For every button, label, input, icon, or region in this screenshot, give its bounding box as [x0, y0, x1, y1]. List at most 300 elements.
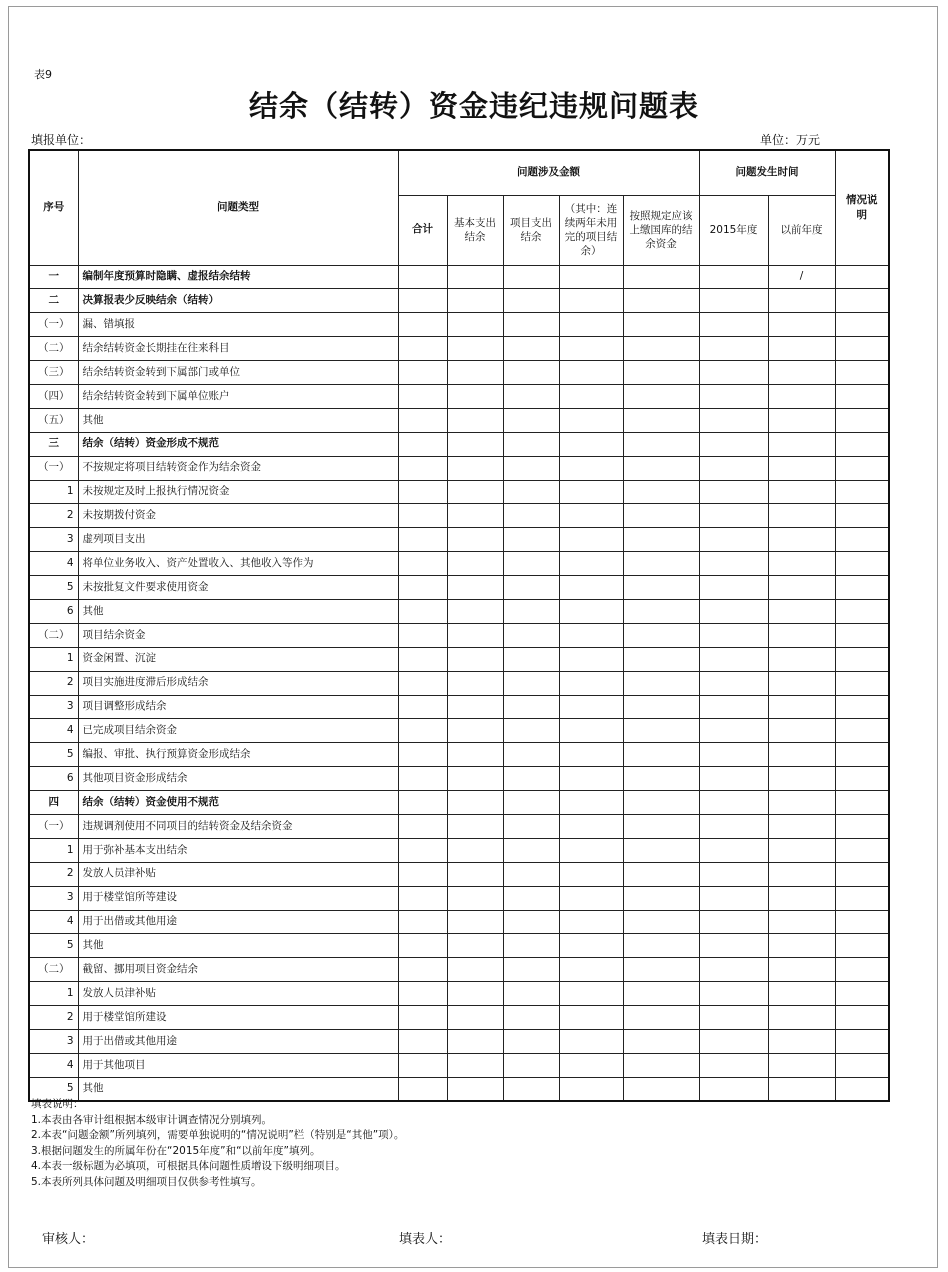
row-cell: [559, 958, 623, 982]
table-row: [29, 982, 889, 1006]
row-cell: [699, 838, 768, 862]
notes-heading: 填表说明：: [31, 1098, 84, 1110]
row-cell: [623, 552, 699, 576]
row-seq: （二）: [29, 958, 78, 982]
row-cell: [699, 671, 768, 695]
row-seq: （四）: [29, 384, 78, 408]
row-seq: （二）: [29, 337, 78, 361]
row-cell: [623, 432, 699, 456]
row-cell: [623, 934, 699, 958]
row-cell: [503, 647, 559, 671]
row-problem-type: 用于楼堂馆所建设: [78, 1006, 398, 1030]
row-cell: [398, 1053, 447, 1077]
row-cell: [699, 265, 768, 289]
row-cell: [835, 671, 889, 695]
row-cell: [835, 599, 889, 623]
row-cell: [623, 647, 699, 671]
row-cell: [503, 361, 559, 385]
row-problem-type: 结余（结转）资金形成不规范: [78, 432, 398, 456]
row-cell: [398, 1030, 447, 1054]
row-seq: 4: [29, 719, 78, 743]
row-seq: （二）: [29, 623, 78, 647]
row-cell: [503, 480, 559, 504]
row-seq: （三）: [29, 361, 78, 385]
row-cell: [447, 719, 503, 743]
row-cell: [398, 814, 447, 838]
row-cell: [559, 1053, 623, 1077]
row-cell: [447, 671, 503, 695]
row-cell: [447, 1030, 503, 1054]
row-problem-type: 用于出借或其他用途: [78, 1030, 398, 1054]
table-row: [29, 1053, 889, 1077]
row-cell: [835, 528, 889, 552]
row-cell: [699, 910, 768, 934]
row-cell: [447, 958, 503, 982]
row-seq: 2: [29, 504, 78, 528]
row-cell: [835, 719, 889, 743]
row-cell: [503, 408, 559, 432]
row-seq: 四: [29, 791, 78, 815]
row-cell: [699, 313, 768, 337]
row-cell: [835, 886, 889, 910]
row-cell: [559, 504, 623, 528]
row-problem-type: 项目实施进度滞后形成结余: [78, 671, 398, 695]
row-problem-type: 用于楼堂馆所等建设: [78, 886, 398, 910]
row-cell: [559, 743, 623, 767]
row-cell: [447, 289, 503, 313]
table-row: [29, 384, 889, 408]
row-problem-type: 其他: [78, 1077, 398, 1101]
row-cell: [768, 886, 835, 910]
row-cell: [447, 456, 503, 480]
row-cell: [623, 838, 699, 862]
row-cell: [699, 719, 768, 743]
table-row: [29, 432, 889, 456]
row-cell: [559, 456, 623, 480]
row-cell: [503, 1077, 559, 1101]
row-cell: [447, 767, 503, 791]
row-cell: [623, 265, 699, 289]
row-cell: [768, 934, 835, 958]
row-cell: [623, 958, 699, 982]
row-seq: 5: [29, 934, 78, 958]
row-cell: [447, 695, 503, 719]
row-cell: [447, 576, 503, 600]
row-cell: [768, 910, 835, 934]
row-seq: （一）: [29, 313, 78, 337]
row-cell: [699, 958, 768, 982]
table-row: [29, 1030, 889, 1054]
header-problem-type: 问题类型: [78, 150, 398, 265]
row-problem-type: 结余（结转）资金使用不规范: [78, 791, 398, 815]
row-cell: [398, 934, 447, 958]
row-cell: [503, 384, 559, 408]
row-cell: [699, 886, 768, 910]
row-cell: [699, 289, 768, 313]
row-cell: [768, 838, 835, 862]
row-cell: [768, 337, 835, 361]
row-cell: [835, 361, 889, 385]
row-cell: [835, 1030, 889, 1054]
row-cell: [447, 886, 503, 910]
row-cell: [559, 313, 623, 337]
row-problem-type: 未按规定及时上报执行情况资金: [78, 480, 398, 504]
row-cell: [768, 743, 835, 767]
row-cell: [398, 528, 447, 552]
row-problem-type: 未按批复文件要求使用资金: [78, 576, 398, 600]
row-cell: [447, 528, 503, 552]
row-cell: [503, 528, 559, 552]
row-cell: [699, 408, 768, 432]
row-cell: [398, 313, 447, 337]
row-problem-type: 已完成项目结余资金: [78, 719, 398, 743]
row-cell: [447, 599, 503, 623]
row-cell: [559, 719, 623, 743]
row-cell: [447, 647, 503, 671]
row-cell: [447, 361, 503, 385]
row-cell: [398, 576, 447, 600]
row-cell: [503, 1006, 559, 1030]
row-problem-type: 发放人员津补贴: [78, 982, 398, 1006]
row-cell: [623, 313, 699, 337]
row-cell: [768, 623, 835, 647]
row-seq: （一）: [29, 814, 78, 838]
row-cell: [835, 862, 889, 886]
row-problem-type: 未按期拨付资金: [78, 504, 398, 528]
row-cell: [447, 337, 503, 361]
table-row: [29, 934, 889, 958]
note-item: 5.本表所列具体问题及明细项目仅供参考性填写。: [31, 1175, 262, 1188]
row-seq: （五）: [29, 408, 78, 432]
row-cell: [768, 456, 835, 480]
row-cell: [398, 767, 447, 791]
row-cell: [447, 504, 503, 528]
row-problem-type: 用于出借或其他用途: [78, 910, 398, 934]
row-cell: [503, 432, 559, 456]
row-seq: 1: [29, 480, 78, 504]
row-cell: [768, 982, 835, 1006]
table-row: [29, 671, 889, 695]
row-cell: [623, 862, 699, 886]
row-cell: [447, 313, 503, 337]
row-cell: [559, 814, 623, 838]
table-row: [29, 337, 889, 361]
row-cell: [447, 791, 503, 815]
row-cell: [398, 671, 447, 695]
row-cell: [503, 862, 559, 886]
row-cell: [623, 361, 699, 385]
row-problem-type: 截留、挪用项目资金结余: [78, 958, 398, 982]
row-cell: [768, 480, 835, 504]
row-cell: [503, 767, 559, 791]
row-cell: [559, 384, 623, 408]
row-cell: [768, 313, 835, 337]
preparer-label: 填表人：: [399, 1232, 452, 1247]
row-seq: 6: [29, 599, 78, 623]
row-cell: [503, 289, 559, 313]
row-cell: [559, 480, 623, 504]
header-project-balance: 项目支出结余: [503, 195, 559, 265]
row-cell: [623, 576, 699, 600]
row-cell: [447, 384, 503, 408]
row-cell: [503, 719, 559, 743]
row-cell: [559, 337, 623, 361]
row-seq: 2: [29, 671, 78, 695]
row-cell: [835, 1006, 889, 1030]
row-cell: [447, 432, 503, 456]
row-cell: [699, 480, 768, 504]
row-cell: [559, 862, 623, 886]
row-cell: [623, 767, 699, 791]
row-cell: [398, 289, 447, 313]
row-cell: [559, 886, 623, 910]
row-cell: [503, 886, 559, 910]
row-cell: [699, 1077, 768, 1101]
row-seq: 1: [29, 982, 78, 1006]
row-cell: [559, 599, 623, 623]
row-problem-type: 漏、错填报: [78, 313, 398, 337]
row-cell: [768, 361, 835, 385]
row-seq: 4: [29, 1053, 78, 1077]
row-cell: [398, 432, 447, 456]
row-cell: [398, 265, 447, 289]
row-cell: [447, 552, 503, 576]
table-row: [29, 838, 889, 862]
row-cell: [835, 289, 889, 313]
row-cell: [398, 1006, 447, 1030]
row-seq: 1: [29, 647, 78, 671]
row-cell: [447, 408, 503, 432]
row-cell: [768, 599, 835, 623]
row-cell: [559, 289, 623, 313]
table-row: [29, 456, 889, 480]
row-problem-type: 项目调整形成结余: [78, 695, 398, 719]
note-item: 2.本表“问题金额”所列填列，需要单独说明的“情况说明”栏（特别是“其他”项）。: [31, 1129, 405, 1141]
table-row: [29, 504, 889, 528]
row-cell: [503, 1053, 559, 1077]
row-cell: [398, 480, 447, 504]
row-problem-type: 其他项目资金形成结余: [78, 767, 398, 791]
row-problem-type: 结余结转资金转到下属部门或单位: [78, 361, 398, 385]
row-cell: [835, 791, 889, 815]
row-cell: [699, 599, 768, 623]
row-cell: [835, 982, 889, 1006]
row-cell: [835, 814, 889, 838]
row-cell: [623, 910, 699, 934]
row-cell: [398, 958, 447, 982]
row-cell: [623, 408, 699, 432]
row-cell: [559, 910, 623, 934]
header-treasury-balance: 按照规定应该上缴国库的结余资金: [623, 195, 699, 265]
row-cell: [447, 265, 503, 289]
reporting-unit-label: 填报单位：: [31, 133, 92, 147]
row-cell: [768, 432, 835, 456]
row-cell: [768, 1006, 835, 1030]
row-cell: [623, 1006, 699, 1030]
row-problem-type: 将单位业务收入、资产处置收入、其他收入等作为: [78, 552, 398, 576]
table-row: [29, 480, 889, 504]
row-cell: [835, 958, 889, 982]
row-cell: [768, 552, 835, 576]
row-cell: [699, 767, 768, 791]
row-cell: [398, 1077, 447, 1101]
row-problem-type: 结余结转资金转到下属单位账户: [78, 384, 398, 408]
row-cell: [398, 719, 447, 743]
row-cell: [447, 910, 503, 934]
header-seq: 序号: [29, 150, 78, 265]
row-seq: 5: [29, 1077, 78, 1101]
row-cell: [835, 767, 889, 791]
header-total: 合计: [398, 195, 447, 265]
row-cell: [398, 886, 447, 910]
table-row: [29, 862, 889, 886]
note-item: 3.根据问题发生的所属年份在“2015年度”和“以前年度”填列。: [31, 1144, 321, 1157]
table-row: [29, 599, 889, 623]
row-cell: [623, 671, 699, 695]
row-problem-type: 不按规定将项目结转资金作为结余资金: [78, 456, 398, 480]
row-cell: [699, 1030, 768, 1054]
row-cell: [398, 408, 447, 432]
row-cell: [503, 313, 559, 337]
row-cell: [559, 767, 623, 791]
table-number: 表9: [34, 68, 52, 81]
row-cell: [623, 982, 699, 1006]
row-cell: [503, 623, 559, 647]
row-cell: [768, 767, 835, 791]
row-cell: [835, 337, 889, 361]
table-row: [29, 289, 889, 313]
row-cell: [559, 432, 623, 456]
row-cell: [503, 504, 559, 528]
table-row: [29, 1006, 889, 1030]
row-cell: [503, 552, 559, 576]
row-cell: [559, 671, 623, 695]
row-cell: [503, 456, 559, 480]
row-cell: [699, 432, 768, 456]
row-problem-type: 其他: [78, 599, 398, 623]
row-cell: [835, 408, 889, 432]
row-cell: [623, 1077, 699, 1101]
row-cell: [559, 934, 623, 958]
row-cell: [768, 528, 835, 552]
row-cell: [768, 576, 835, 600]
row-cell: [699, 934, 768, 958]
row-cell: [447, 838, 503, 862]
row-cell: [768, 862, 835, 886]
row-cell: [768, 958, 835, 982]
row-seq: 2: [29, 1006, 78, 1030]
header-basic-balance: 基本支出结余: [447, 195, 503, 265]
row-cell: [398, 910, 447, 934]
row-seq: （一）: [29, 456, 78, 480]
note-item: 4.本表一级标题为必填项，可根据具体问题性质增设下级明细项目。: [31, 1160, 346, 1172]
note-item: 1.本表由各审计组根据本级审计调查情况分别填列。: [31, 1113, 273, 1126]
row-cell: [398, 599, 447, 623]
row-cell: [398, 456, 447, 480]
row-cell: [447, 1077, 503, 1101]
row-cell: [503, 576, 559, 600]
table-row: [29, 623, 889, 647]
row-cell: [835, 265, 889, 289]
row-cell: [699, 695, 768, 719]
row-cell: [699, 743, 768, 767]
row-seq: 3: [29, 528, 78, 552]
row-problem-type: 其他: [78, 934, 398, 958]
row-cell: [398, 838, 447, 862]
notes-block: [31, 1097, 404, 1190]
header-amount-group: 问题涉及金额: [398, 150, 699, 195]
row-cell: [447, 1006, 503, 1030]
row-cell: [559, 265, 623, 289]
row-cell: [768, 814, 835, 838]
row-cell: [835, 504, 889, 528]
row-cell: [623, 719, 699, 743]
row-cell: [699, 337, 768, 361]
document-title: 结余（结转）资金违纪违规问题表: [248, 89, 699, 123]
row-cell: [835, 552, 889, 576]
row-cell: [768, 1077, 835, 1101]
row-cell: [559, 1030, 623, 1054]
row-cell: [503, 838, 559, 862]
row-cell: [503, 791, 559, 815]
row-slash-mark: /: [768, 265, 835, 289]
row-problem-type: 项目结余资金: [78, 623, 398, 647]
row-seq: 二: [29, 289, 78, 313]
table-row: [29, 743, 889, 767]
row-cell: [447, 814, 503, 838]
table-row: [29, 265, 889, 289]
row-problem-type: 资金闲置、沉淀: [78, 647, 398, 671]
fill-date-label: 填表日期：: [702, 1232, 768, 1247]
row-cell: [398, 623, 447, 647]
row-cell: [559, 1077, 623, 1101]
row-cell: [835, 1077, 889, 1101]
row-cell: [699, 384, 768, 408]
row-seq: 5: [29, 743, 78, 767]
row-cell: [398, 552, 447, 576]
row-seq: 6: [29, 767, 78, 791]
row-cell: [699, 862, 768, 886]
row-cell: [398, 695, 447, 719]
row-cell: [623, 1030, 699, 1054]
row-cell: [699, 528, 768, 552]
row-cell: [559, 576, 623, 600]
row-cell: [623, 480, 699, 504]
row-cell: [559, 408, 623, 432]
row-cell: [623, 695, 699, 719]
row-cell: [559, 552, 623, 576]
table-row: [29, 313, 889, 337]
row-cell: [768, 384, 835, 408]
row-cell: [768, 791, 835, 815]
row-cell: [398, 504, 447, 528]
row-cell: [768, 647, 835, 671]
row-seq: 3: [29, 1030, 78, 1054]
row-cell: [503, 743, 559, 767]
row-cell: [623, 504, 699, 528]
row-cell: [768, 289, 835, 313]
row-problem-type: 虚列项目支出: [78, 528, 398, 552]
row-cell: [559, 528, 623, 552]
row-cell: [768, 1053, 835, 1077]
row-cell: [623, 814, 699, 838]
row-cell: [699, 814, 768, 838]
row-cell: [503, 1030, 559, 1054]
row-cell: [559, 695, 623, 719]
row-cell: [503, 982, 559, 1006]
table-row: [29, 552, 889, 576]
row-cell: [623, 384, 699, 408]
